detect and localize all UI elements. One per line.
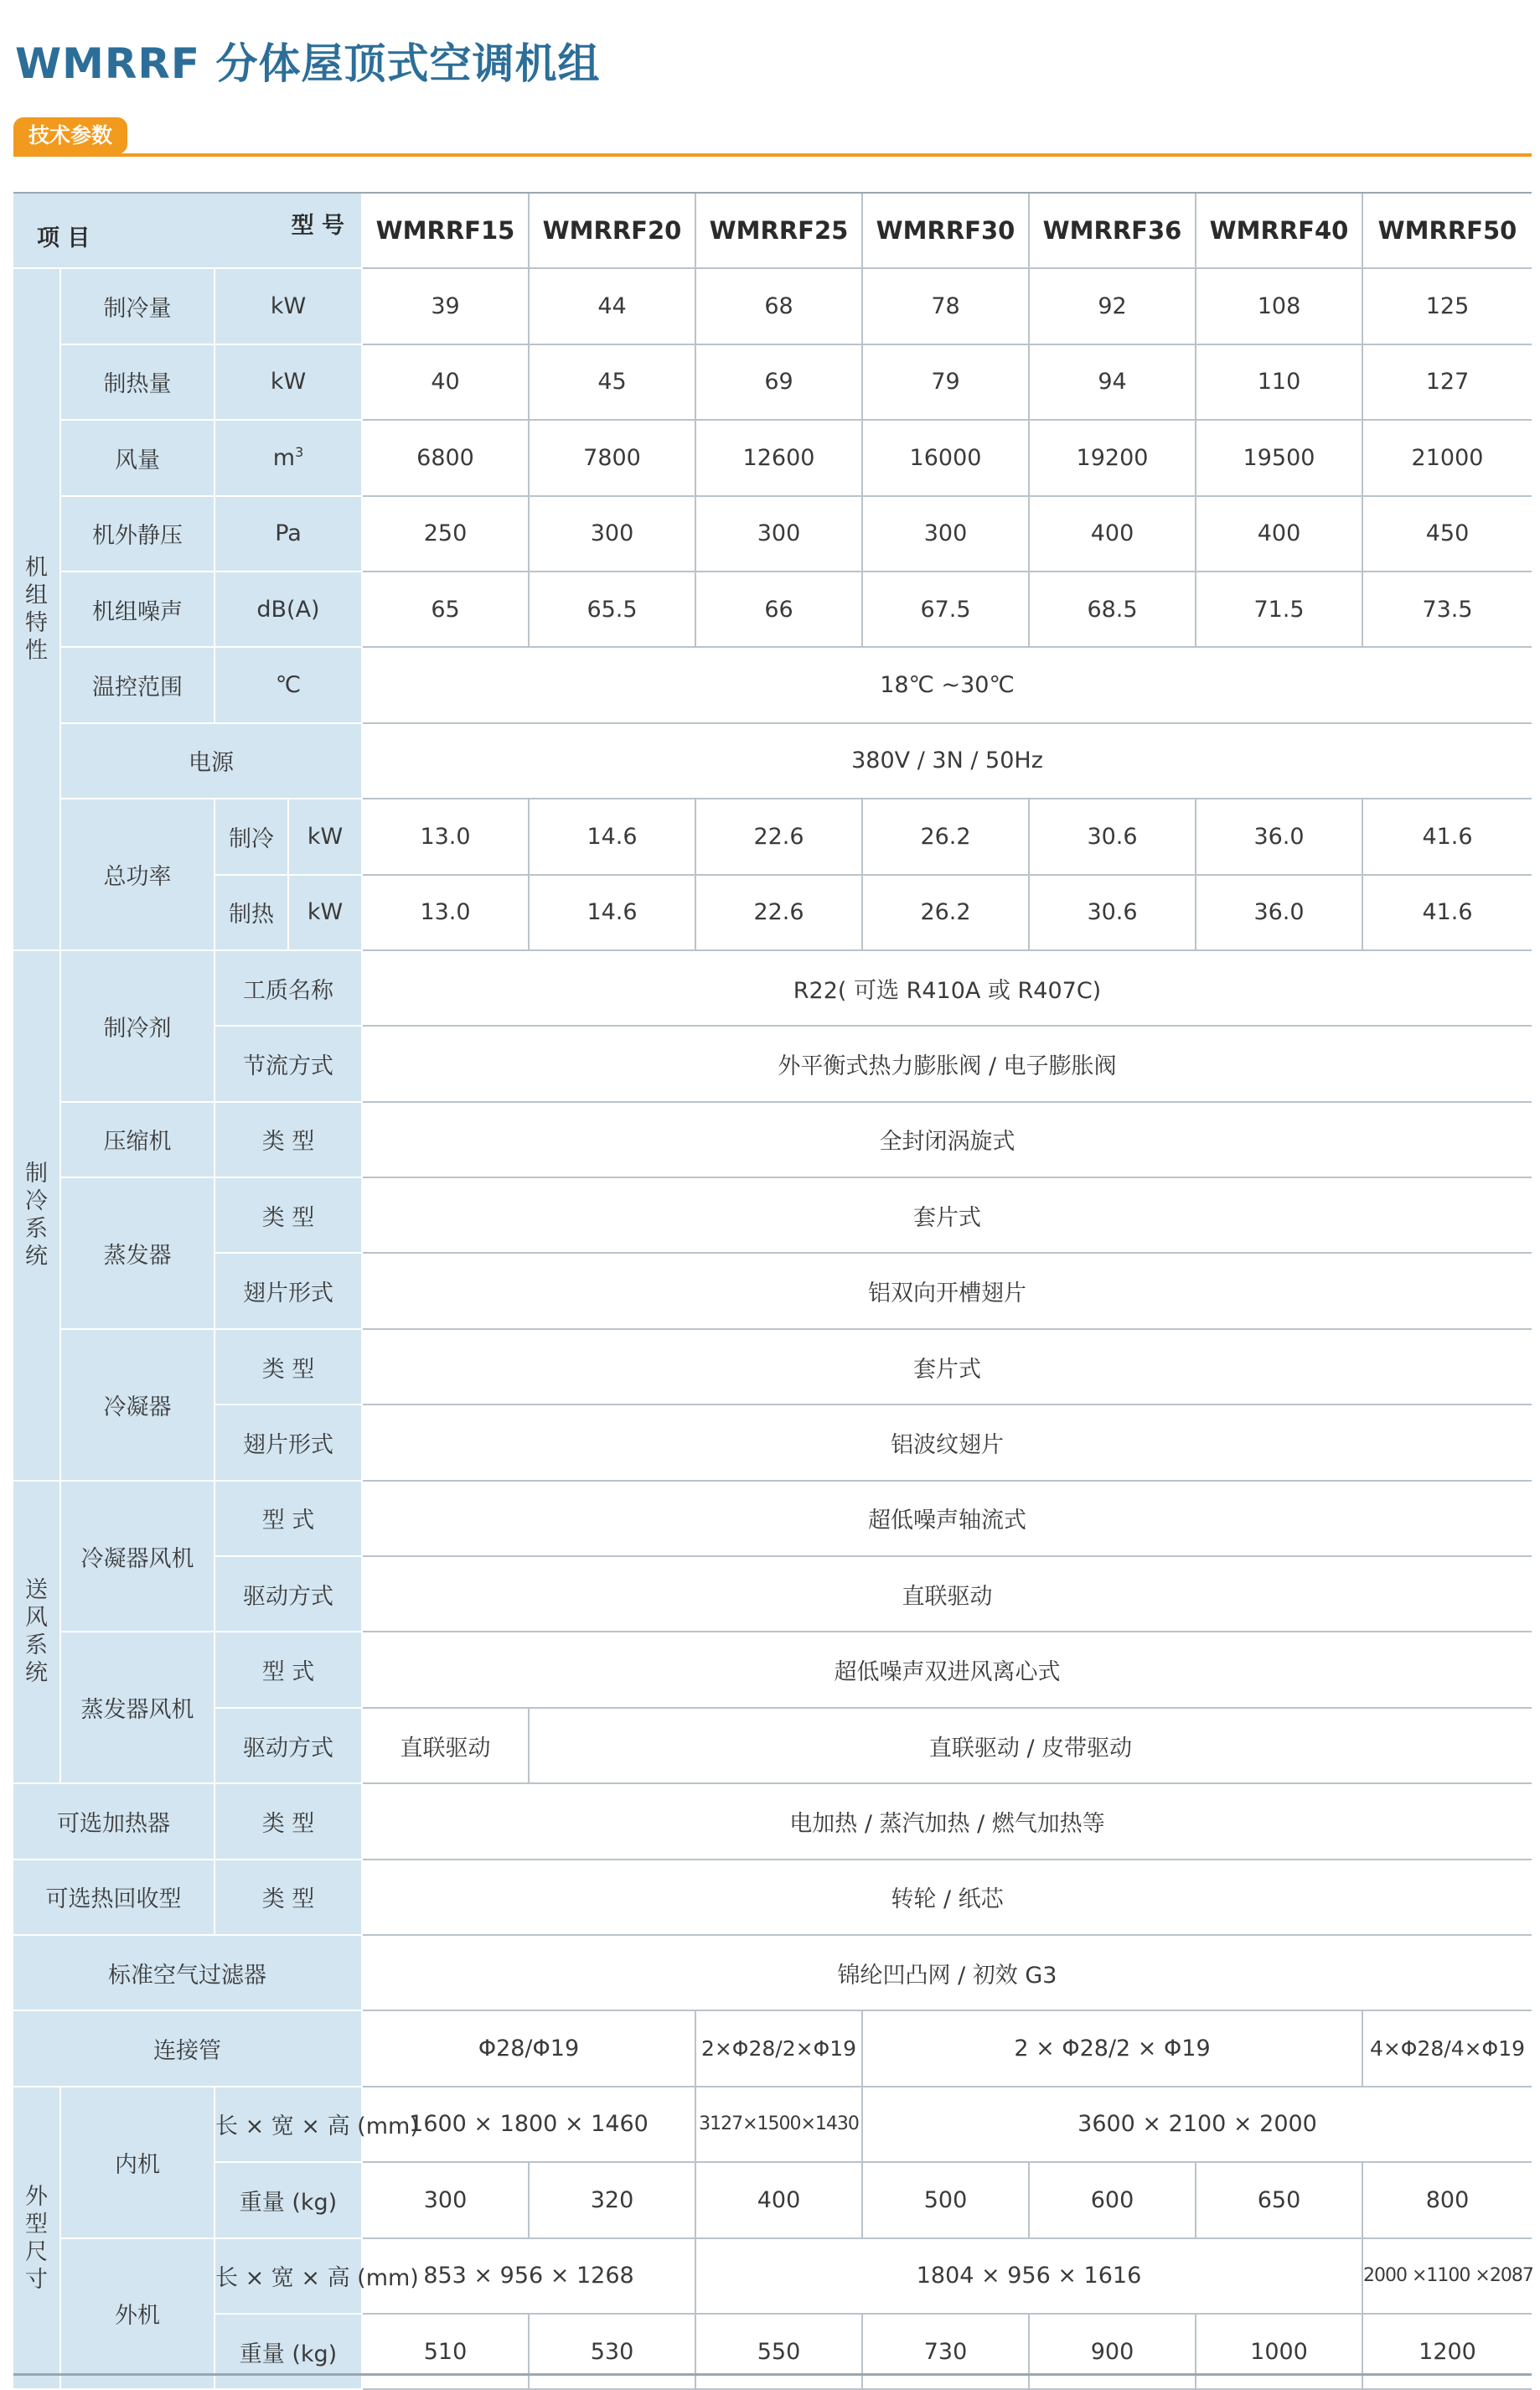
row-label: 连接管 [13,2010,362,2086]
row-evaporator-type [13,1177,1532,1253]
cell: 30.6 [1029,799,1196,874]
row-label: 制冷量 [60,268,214,344]
row-label: 可选热回收型 [13,1860,214,1935]
cell: 套片式 [362,1177,1532,1253]
sub-label: 重量 (kg) [214,2162,362,2237]
cell: 79 [862,344,1029,420]
row-unit: kW [214,268,362,344]
row-unit: kW [288,875,362,950]
model-header: WMRRF30 [862,194,1029,268]
cell: 68.5 [1029,572,1196,647]
row-condenser-fan-drive [13,1556,1532,1632]
cell: 22.6 [695,799,862,874]
row-label: 蒸发器 [60,1177,214,1329]
sub-label: 驱动方式 [214,1556,362,1632]
sub-label: 翅片形式 [214,1405,362,1480]
group-refrigeration-system [13,950,60,1481]
row-unit [214,420,362,495]
cell: 14.6 [529,799,695,874]
section-header [13,117,1532,158]
cell: 300 [862,496,1029,572]
cell: 127 [1362,344,1532,420]
cell: 300 [529,496,695,572]
cell: 直联驱动 / 皮带驱动 [529,1708,1532,1783]
row-compressor [13,1102,1532,1177]
model-label: 型 号 [291,213,344,239]
cell: 380V / 3N / 50Hz [362,723,1532,799]
cell: 直联驱动 [362,1708,529,1783]
row-outdoor-size [13,2238,1532,2314]
row-total-power-heat [13,875,1532,950]
cell: 550 [695,2314,862,2389]
row-unit: ℃ [214,647,362,722]
row-total-power-cool [13,799,1532,874]
row-temp-range [13,647,1532,722]
row-evaporator-fin [13,1253,1532,1328]
row-label: 冷凝器 [60,1329,214,1481]
cell: 13.0 [362,799,529,874]
row-label-text: 内机 [115,2151,160,2178]
unit-text: m [272,445,296,472]
header-row [13,194,1532,268]
row-heating [13,344,1532,420]
row-noise [13,572,1532,647]
row-label: 压缩机 [60,1102,214,1177]
cell: 800 [1362,2162,1532,2237]
group-dimensions [13,2087,60,2390]
page-title: WMRRF 分体屋顶式空调机组 [15,39,601,88]
row-label-text: 外机 [115,2303,160,2330]
cell: 68 [695,268,862,344]
cell: 1804 × 956 × 1616 [695,2238,1362,2314]
row-label [60,2238,214,2390]
cell: 650 [1196,2162,1362,2237]
sub-label: 驱动方式 [214,1708,362,1783]
cell: 300 [695,496,862,572]
row-unit: Pa [214,496,362,572]
row-label: 风量 [60,420,214,495]
row-pipe [13,2010,1532,2086]
model-header: WMRRF40 [1196,194,1362,268]
sub-label: 制热 [214,875,288,950]
group-air-supply-system [13,1481,60,1784]
cell: 69 [695,344,862,420]
group-label: 外型尺寸 [25,2183,48,2293]
row-outdoor-weight [13,2314,1532,2389]
cell: 1600 × 1800 × 1460 [362,2087,695,2162]
sub-label: 长 × 宽 × 高 (mm) [214,2238,362,2314]
sub-label: 类 型 [214,1177,362,1253]
sub-label: 型 式 [214,1632,362,1707]
cell: 73.5 [1362,572,1532,647]
cell: 450 [1362,496,1532,572]
cell: 全封闭涡旋式 [362,1102,1532,1177]
row-unit: kW [214,344,362,420]
cell: 2000 ×1100 ×2087 [1362,2238,1532,2314]
cell: 套片式 [362,1329,1532,1405]
row-air-filter [13,1935,1532,2010]
model-header: WMRRF20 [529,194,695,268]
row-evaporator-fan-drive [13,1708,1532,1783]
cell: 78 [862,268,1029,344]
cell: 锦纶凹凸网 / 初效 G3 [362,1935,1532,2010]
cell: 6800 [362,420,529,495]
sub-label: 翅片形式 [214,1253,362,1328]
group-label: 送风系统 [25,1577,48,1687]
cell: 40 [362,344,529,420]
sub-label: 制冷 [214,799,288,874]
cell: 45 [529,344,695,420]
model-header: WMRRF50 [1362,194,1532,268]
cell: 853 × 956 × 1268 [362,2238,695,2314]
row-indoor-weight [13,2162,1532,2237]
sub-label: 节流方式 [214,1026,362,1101]
row-label: 电源 [60,723,362,799]
row-refrigerant-throttle [13,1026,1532,1101]
sub-label: 类 型 [214,1102,362,1177]
item-label: 项 目 [37,225,90,252]
row-label: 机外静压 [60,496,214,572]
model-header: WMRRF36 [1029,194,1196,268]
cell: 12600 [695,420,862,495]
cell: 1200 [1362,2314,1532,2389]
row-static-pressure [13,496,1532,572]
cell: Φ28/Φ19 [362,2010,695,2086]
cell: 3600 × 2100 × 2000 [862,2087,1532,2162]
row-label: 标准空气过滤器 [13,1935,362,2010]
row-label: 可选加热器 [13,1783,214,1859]
cell: 19500 [1196,420,1362,495]
cell: 26.2 [862,875,1029,950]
cell: 250 [362,496,529,572]
cell: 7800 [529,420,695,495]
row-label [60,2087,214,2238]
cell: 超低噪声双进风离心式 [362,1632,1532,1707]
cell: 2 × Φ28/2 × Φ19 [862,2010,1362,2086]
cell: 510 [362,2314,529,2389]
cell: 400 [1196,496,1362,572]
cell: 18℃ ~30℃ [362,647,1532,722]
section-divider [13,153,1532,157]
row-label: 蒸发器风机 [60,1632,214,1783]
cell: 超低噪声轴流式 [362,1481,1532,1556]
cell: 900 [1029,2314,1196,2389]
cell: 2×Φ28/2×Φ19 [695,2010,862,2086]
cell: 400 [1029,496,1196,572]
cell: 400 [695,2162,862,2237]
cell: 300 [362,2162,529,2237]
row-condenser-fan-type [13,1481,1532,1556]
cell: 108 [1196,268,1362,344]
sub-label: 重量 (kg) [214,2314,362,2389]
spec-table [13,194,1532,2390]
cell: 71.5 [1196,572,1362,647]
cell: 65 [362,572,529,647]
cell: 67.5 [862,572,1029,647]
cell: 92 [1029,268,1196,344]
section-badge: 技术参数 [13,117,127,154]
unit-superscript: 3 [295,444,304,461]
spec-table-wrapper [13,194,1532,2390]
row-indoor-size [13,2087,1532,2162]
row-evaporator-fan-type [13,1632,1532,1707]
row-unit: kW [288,799,362,874]
model-header: WMRRF25 [695,194,862,268]
cell: 44 [529,268,695,344]
cell: 41.6 [1362,799,1532,874]
sub-label: 类 型 [214,1329,362,1405]
group-label: 机组特性 [25,555,48,665]
sub-label: 类 型 [214,1783,362,1859]
model-header: WMRRF15 [362,194,529,268]
cell: 3127×1500×1430 [695,2087,862,2162]
cell: 110 [1196,344,1362,420]
cell: 21000 [1362,420,1532,495]
group-unit-features [13,268,60,950]
cell: 125 [1362,268,1532,344]
row-label: 冷凝器风机 [60,1481,214,1632]
cell: 1000 [1196,2314,1362,2389]
sub-label: 工质名称 [214,950,362,1026]
cell: R22( 可选 R410A 或 R407C) [362,950,1532,1026]
cell: 4×Φ28/4×Φ19 [1362,2010,1532,2086]
cell: 直联驱动 [362,1556,1532,1632]
cell: 320 [529,2162,695,2237]
cell: 16000 [862,420,1029,495]
row-label: 温控范围 [60,647,214,722]
row-condenser-type [13,1329,1532,1405]
cell: 转轮 / 纸芯 [362,1860,1532,1935]
cell: 530 [529,2314,695,2389]
row-label: 制热量 [60,344,214,420]
row-condenser-fin [13,1405,1532,1480]
cell: 94 [1029,344,1196,420]
cell: 22.6 [695,875,862,950]
cell: 41.6 [1362,875,1532,950]
cell: 66 [695,572,862,647]
cell: 14.6 [529,875,695,950]
row-cooling [13,268,1532,344]
cell: 13.0 [362,875,529,950]
row-refrigerant-name [13,950,1532,1026]
row-label: 机组噪声 [60,572,214,647]
cell: 730 [862,2314,1029,2389]
cell: 铝波纹翅片 [362,1405,1532,1480]
cell: 36.0 [1196,875,1362,950]
row-heat-recovery [13,1860,1532,1935]
cell: 600 [1029,2162,1196,2237]
sub-label: 类 型 [214,1860,362,1935]
row-unit: dB(A) [214,572,362,647]
row-label: 制冷剂 [60,950,214,1102]
cell: 36.0 [1196,799,1362,874]
cell: 500 [862,2162,1029,2237]
group-label: 制冷系统 [25,1161,48,1270]
row-heater [13,1783,1532,1859]
row-label: 总功率 [60,799,214,950]
cell: 19200 [1029,420,1196,495]
cell: 外平衡式热力膨胀阀 / 电子膨胀阀 [362,1026,1532,1101]
cell: 30.6 [1029,875,1196,950]
sub-label: 长 × 宽 × 高 (mm) [214,2087,362,2162]
table-bottom-rule [13,2373,1532,2376]
cell: 26.2 [862,799,1029,874]
sub-label: 型 式 [214,1481,362,1556]
header-corner [13,194,362,268]
cell: 65.5 [529,572,695,647]
cell: 39 [362,268,529,344]
row-airflow [13,420,1532,495]
cell: 电加热 / 蒸汽加热 / 燃气加热等 [362,1783,1532,1859]
row-power-supply [13,723,1532,799]
cell: 铝双向开槽翅片 [362,1253,1532,1328]
